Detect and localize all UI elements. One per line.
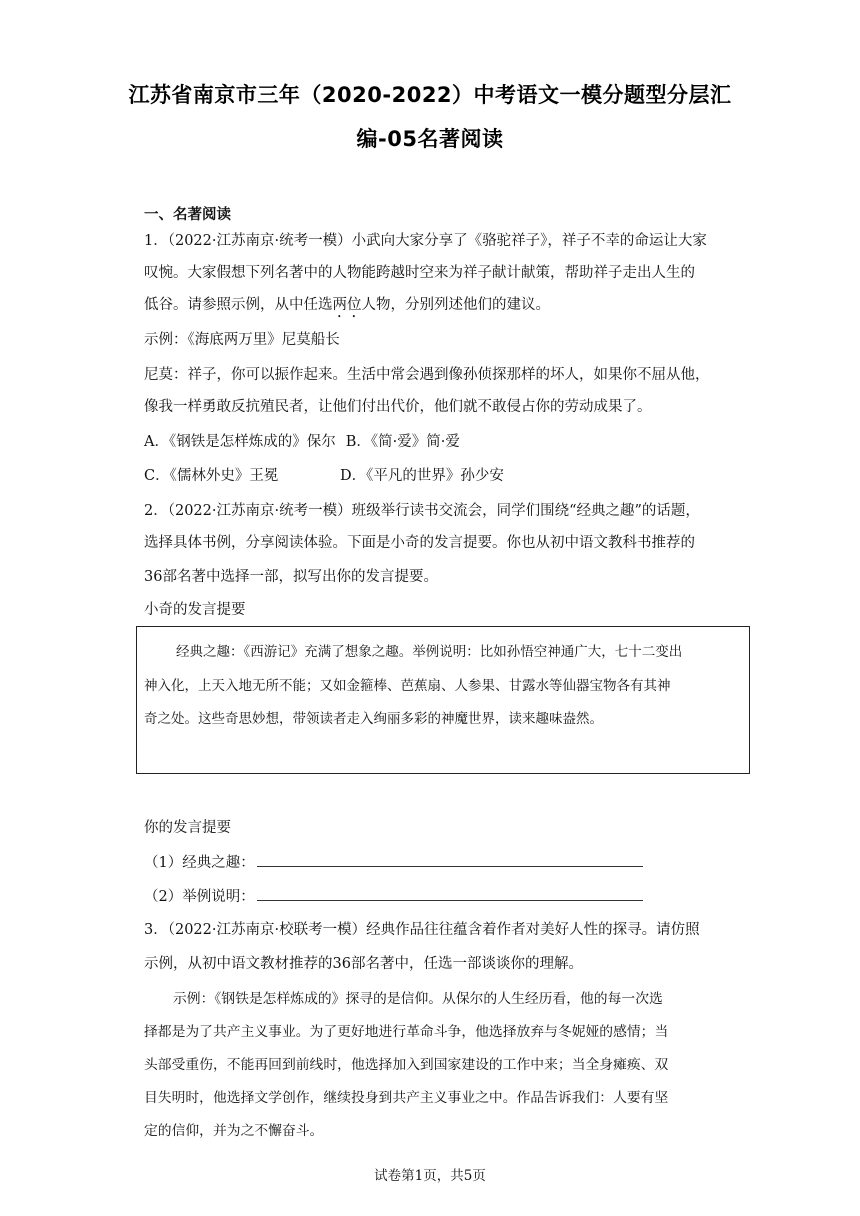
- q1-example-line-2: 像我一样勇敢反抗殖民者，让他们付出代价，他们就不敢侵占你的劳动成果了。: [144, 399, 652, 415]
- q2-box-label: 小奇的发言提要: [144, 602, 246, 618]
- box-line-2: 神入化，上天入地无所不能；又如金箍棒、芭蕉扇、人参果、甘露水等仙器宝物各有其神: [144, 678, 671, 694]
- q1-option-c: C．《儒林外史》王冕: [144, 468, 279, 484]
- q3-line-2: 示例，从初中语文教材推荐的36部名著中，任选一部谈谈你的理解。: [144, 956, 583, 972]
- q2-line-2: 选择具体书例，分享阅读体验。下面是小奇的发言提要。你也从初中语文教科书推荐的: [144, 535, 695, 551]
- q2-item-2: [144, 886, 643, 907]
- q1-option-a: A．《钢铁是怎样炼成的》保尔: [144, 434, 336, 450]
- q3-sample-line-5: 定的信仰，并为之不懈奋斗。: [144, 1123, 324, 1139]
- q2-item-1: [144, 852, 643, 873]
- q1-emphasis-two: 两位: [332, 297, 362, 313]
- q1-example-line-1: 尼莫：祥子，你可以振作起来。生活中常会遇到像孙侦探那样的坏人，如果你不屈从他，: [144, 367, 710, 383]
- q2-item-2-label: （2）举例说明：: [144, 889, 255, 905]
- doc-title-line-1: 江苏省南京市三年（2020-2022）中考语文一模分题型分层汇: [128, 83, 732, 107]
- box-line-3: 奇之处。这些奇思妙想，带领读者走入绚丽多彩的神魔世界，读来趣味盎然。: [144, 711, 603, 727]
- q1-option-d: D．《平凡的世界》孙少安: [340, 468, 504, 484]
- q1-line-1: 1．（2022·江苏南京·统考一模）小武向大家分享了《骆驼祥子》，祥子不幸的命运让大家: [144, 233, 707, 249]
- q3-sample-line-1: 示例：《钢铁是怎样炼成的》探寻的是信仰。从保尔的人生经历看，他的每一次选: [173, 991, 663, 1007]
- answer-blank-1[interactable]: [257, 852, 643, 867]
- q3-sample-line-3: 头部受重伤，不能再回到前线时，他选择加入到国家建设的工作中来；当全身瘫痪、双: [144, 1057, 669, 1073]
- page-footer: 试卷第1页，共5页: [374, 1168, 486, 1184]
- q2-line-3: 36部名著中选择一部，拟写出你的发言提要。: [144, 569, 438, 585]
- q3-sample-line-4: 目失明时，他选择文学创作，继续投身到共产主义事业之中。作品告诉我们：人要有坚: [144, 1090, 669, 1106]
- q2-your-outline-label: 你的发言提要: [144, 820, 231, 836]
- q1-example-label: 示例：《海底两万里》尼莫船长: [144, 332, 340, 348]
- doc-title-line-2: 编-05名著阅读: [356, 127, 504, 151]
- q1-option-b: B．《简·爱》简·爱: [345, 434, 460, 450]
- answer-blank-2[interactable]: [257, 886, 643, 901]
- q1-options-row-2: [144, 466, 504, 486]
- q1-line-3-b: 人物，分别列述他们的建议。: [361, 297, 550, 313]
- q2-line-1: 2．（2022·江苏南京·统考一模）班级举行读书交流会，同学们围绕“经典之趣”的话题，: [144, 503, 700, 519]
- q1-options-row-1: [144, 432, 460, 452]
- q3-sample-line-2: 择都是为了共产主义事业。为了更好地进行革命斗争，他选择放弃与冬妮娅的感情；当: [144, 1024, 669, 1040]
- q1-line-3-a: 低谷。请参照示例，从中任选: [144, 297, 333, 313]
- q3-line-1: 3．（2022·江苏南京·校联考一模）经典作品往往蕴含着作者对美好人性的探寻。请仿照: [144, 922, 700, 938]
- q1-line-2: 叹惋。大家假想下列名著中的人物能跨越时空来为祥子献计献策，帮助祥子走出人生的: [144, 265, 695, 281]
- q1-line-3: [144, 295, 550, 321]
- box-line-1: 经典之趣：《西游记》充满了想象之趣。举例说明：比如孙悟空神通广大，七十二变出: [176, 644, 683, 660]
- q2-item-1-label: （1）经典之趣：: [144, 855, 255, 871]
- section-heading: 一、名著阅读: [144, 207, 231, 223]
